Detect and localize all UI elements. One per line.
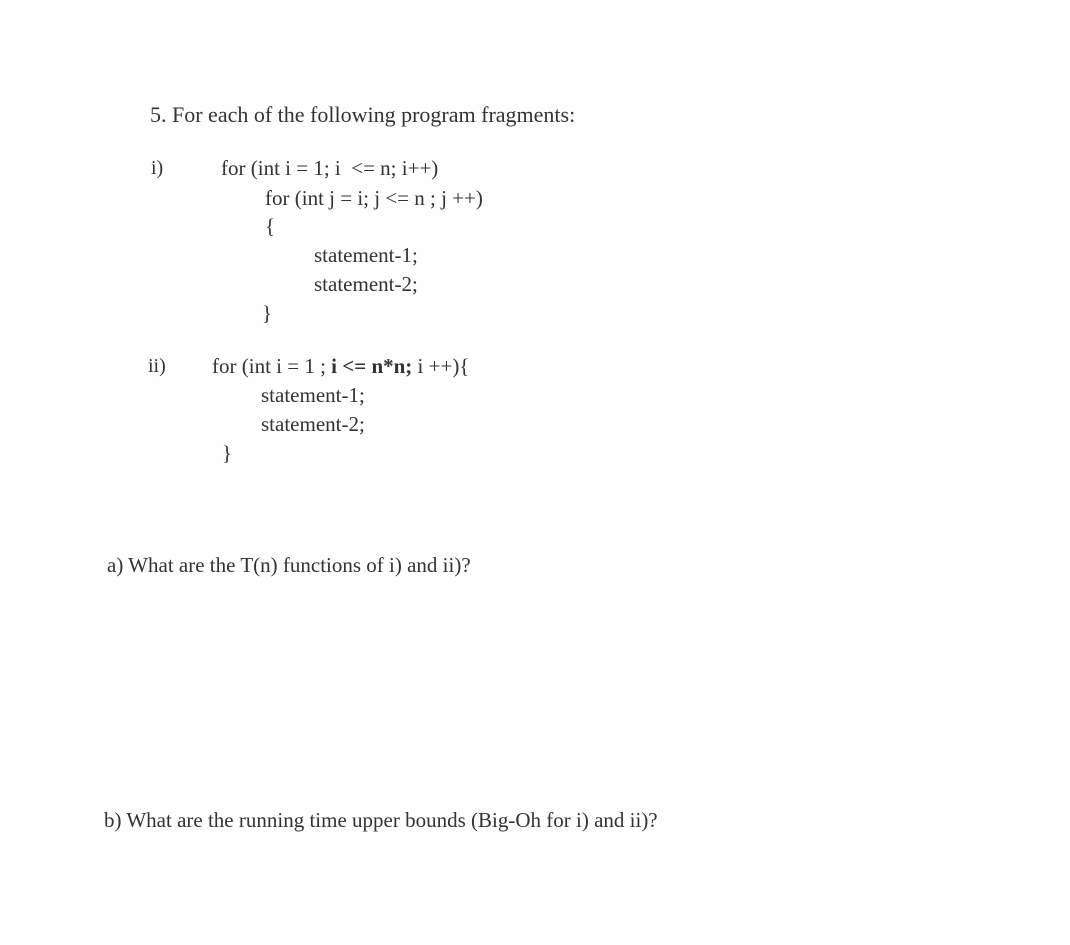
- fragment-ii-loop-suffix: i ++){: [412, 354, 470, 378]
- fragment-ii-statement-1: statement-1;: [261, 383, 365, 407]
- fragment-ii-loop: [212, 356, 469, 377]
- fragment-ii-statement-2: statement-2;: [261, 412, 365, 436]
- fragment-i-inner-loop: for (int j = i; j <= n ; j ++): [265, 186, 483, 210]
- fragment-i-outer-loop: for (int i = 1; i <= n; i++): [221, 156, 439, 180]
- fragment-i-open-brace: {: [265, 214, 276, 238]
- fragment-i-statement-2: statement-2;: [314, 272, 418, 296]
- part-b-question: b) What are the running time upper bounds (Big-Oh for i) and ii)?: [104, 808, 658, 832]
- part-a-question: a) What are the T(n) functions of i) and ii)?: [107, 553, 471, 577]
- fragment-ii-label: ii): [148, 355, 166, 377]
- fragment-i-label: i): [151, 157, 164, 179]
- fragment-i-statement-1: statement-1;: [314, 243, 418, 267]
- fragment-ii-close-brace: }: [222, 441, 233, 465]
- question-title: 5. For each of the following program fragments:: [150, 102, 576, 127]
- fragment-ii-loop-prefix: for (int i = 1 ;: [212, 354, 332, 378]
- fragment-ii-loop-condition: i <= n*n;: [331, 354, 413, 378]
- fragment-i-close-brace: }: [262, 301, 273, 325]
